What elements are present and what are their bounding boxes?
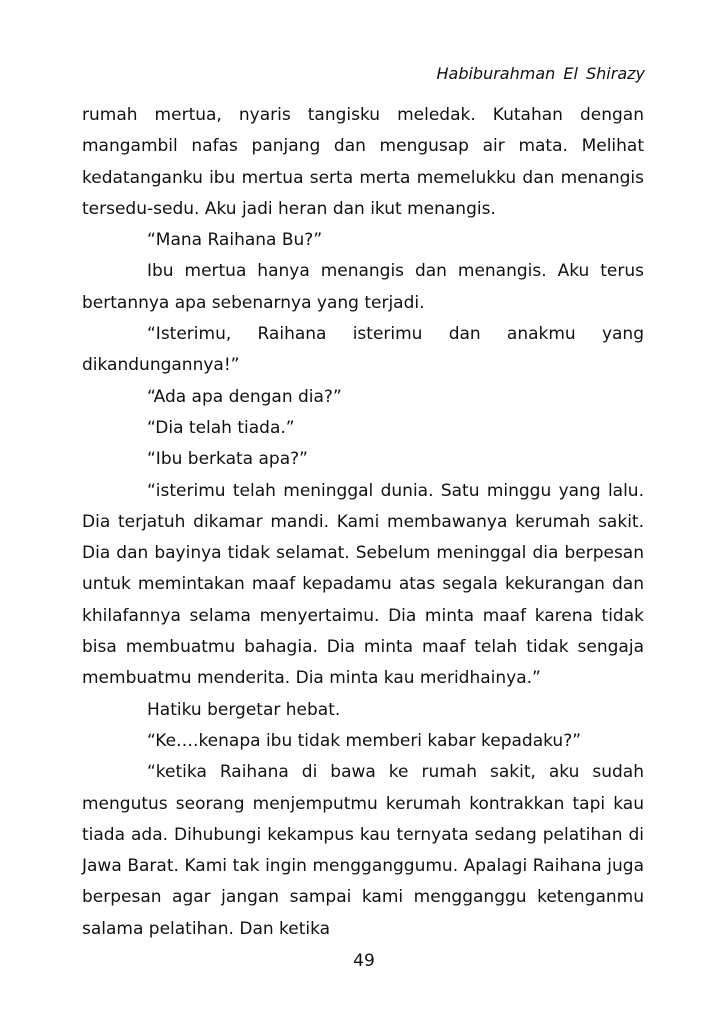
- paragraph-dialogue: “Dia telah tiada.”: [147, 417, 295, 438]
- running-header-author: Habiburahman El Shirazy: [436, 64, 645, 83]
- paragraph-dialogue: “Mana Raihana Bu?”: [147, 230, 323, 251]
- paragraph-dialogue: “isterimu telah meninggal dunia. Satu minggu yang lalu. Dia terjatuh dikamar mandi. Kami membawanya kerumah sakit. Dia dan bayinya tidak selamat. Sebelum meninggal dia berpesan untuk memintakan maaf kepadamu atas segala kekurangan dan khilafannya selama menyertaimu. Dia minta maaf karena tidak bisa membuatmu bahagia. Dia minta maaf telah tidak sengaja membuatmu menderita. Dia minta kau meridhainya.”: [82, 480, 644, 689]
- paragraph-dialogue: “Ibu berkata apa?”: [147, 449, 308, 470]
- body-text: [82, 100, 644, 945]
- paragraph-dialogue: “ketika Raihana di bawa ke rumah sakit, aku sudah mengutus seorang menjemputmu kerumah kontrakkan tapi kau tiada ada. Dihubungi kekampus kau ternyata sedang pelatihan di Jawa Barat. Kami tak ingin mengganggumu. Apalagi Raihana juga berpesan agar jangan sampai kami mengganggu ketenganmu salama pelatihan. Dan ketika: [82, 762, 644, 939]
- paragraph-dialogue: “Ada apa dengan dia?”: [147, 386, 342, 407]
- paragraph-continuation: rumah mertua, nyaris tangisku meledak. Kutahan dengan mangambil nafas panjang dan mengusap air mata. Melihat kedatanganku ibu mertua serta merta memelukku dan menangis tersedu-sedu. Aku jadi heran dan ikut menangis.: [82, 105, 644, 219]
- paragraph: Hatiku bergetar hebat.: [147, 699, 341, 720]
- paragraph-dialogue: “Ke….kenapa ibu tidak memberi kabar kepadaku?”: [147, 730, 582, 751]
- paragraph-dialogue: “Isterimu, Raihana isterimu dan anakmu yang dikandungannya!”: [82, 324, 644, 376]
- page-number: 49: [353, 951, 375, 971]
- paragraph: Ibu mertua hanya menangis dan menangis. Aku terus bertannya apa sebenarnya yang terjadi.: [82, 261, 644, 313]
